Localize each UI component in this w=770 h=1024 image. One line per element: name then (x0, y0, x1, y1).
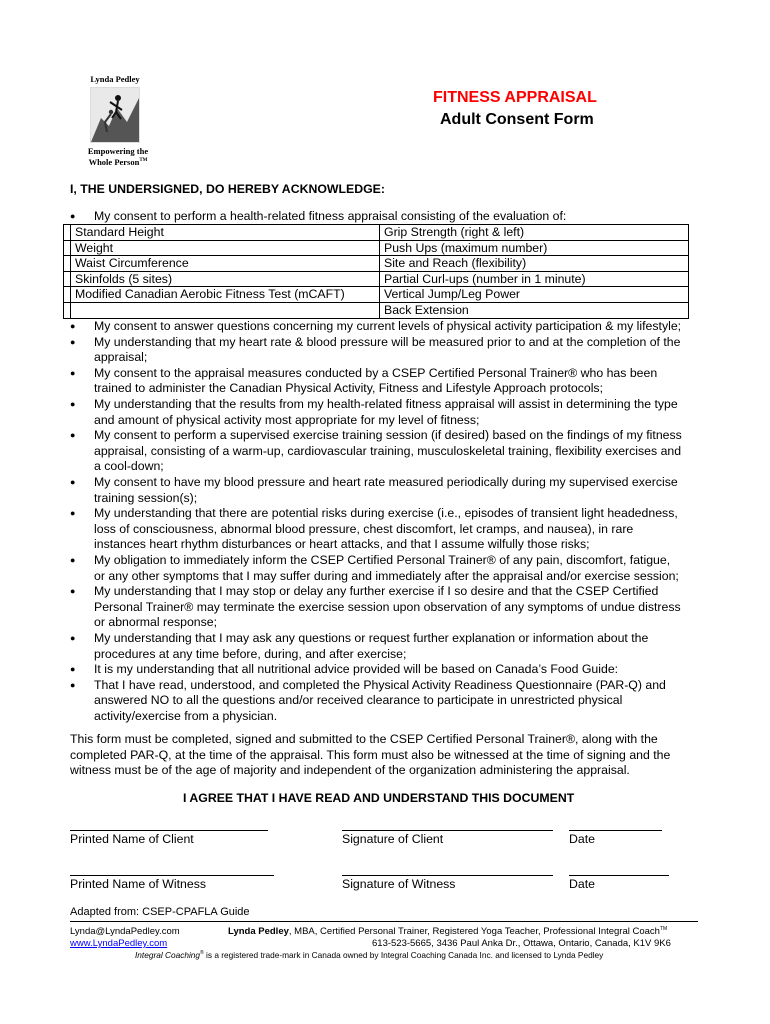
test-right-cell: Site and Reach (flexibility) (380, 256, 689, 272)
test-left-cell (71, 302, 380, 318)
bullet-line: My understanding that the results from my health-related fitness appraisal will assist in determining the type (94, 397, 678, 411)
bullet-line: My understanding that my heart rate & blood pressure will be measured prior to and at the completion of the (94, 334, 681, 349)
tests-table-row (64, 271, 689, 287)
footer-credentials-text: , MBA, Certified Personal Trainer, Registered Yoga Teacher, Professional Integral Coach (288, 926, 660, 938)
bullet-line: My consent to have my blood pressure and heart rate measured periodically during my supervised exercise (94, 475, 678, 489)
test-left-cell: Standard Height (71, 225, 380, 241)
test-left-cell: Weight (71, 240, 380, 256)
bullet-text (94, 662, 704, 678)
tests-table-spacer (64, 271, 71, 287)
bullet-line: procedures at any time before, during, and after exercise; (94, 646, 407, 661)
bullet-dot: ● (70, 633, 76, 643)
adapted-from: Adapted from: CSEP-CPAFLA Guide (70, 906, 250, 918)
bullet-text (94, 678, 704, 725)
paragraph-line: completed PAR-Q, at the time of the appraisal. This form must also be witnessed at the time of signing and the (70, 747, 671, 762)
bullet-line: My consent to perform a supervised exercise training session (if desired) based on the findings of my fitness (94, 428, 682, 443)
bullet-text (94, 366, 704, 397)
bullet-dot: ● (70, 664, 76, 675)
bullet-text: My consent to perform a health-related fitness appraisal consisting of the evaluation of: (94, 209, 567, 223)
test-right-cell: Push Ups (maximum number) (380, 240, 689, 256)
tests-table-spacer (64, 302, 71, 318)
tests-table (63, 224, 689, 319)
test-right-cell: Vertical Jump/Leg Power (380, 287, 689, 303)
footer-credentials (228, 926, 667, 937)
logo-tagline (80, 146, 156, 167)
bullet-dot: ● (70, 321, 76, 331)
logo (80, 74, 150, 167)
bullet-line: training session(s); (94, 490, 198, 505)
test-right-cell: Grip Strength (right & left) (380, 225, 689, 241)
bullet-line: a cool-down; (94, 459, 164, 474)
form-subtitle: Adult Consent Form (440, 111, 594, 128)
trademark-text: is a registered trade-mark in Canada owned by Integral Coaching Canada Inc. and licensed to Lynda Pedley (203, 950, 604, 960)
bullet-text (94, 335, 704, 366)
bullet-text (94, 553, 704, 584)
bullet-dot: ● (70, 477, 76, 487)
bullet-line: instances heart rhythm disturbances or heart attacks, and that I assume wilfully those risks; (94, 537, 590, 552)
bullet-text (94, 397, 704, 428)
tests-table-spacer (64, 240, 71, 256)
bullet-line: and amount of physical activity most appropriate for my level of fitness; (94, 412, 480, 427)
trademark-reg: ® (200, 950, 204, 957)
client-name-line[interactable] (70, 830, 268, 831)
climber-icon (91, 88, 139, 142)
bullet-line: appraisal, consisting of a warm-up, cardiovascular training, musculoskeletal training, flexibility exercises and (94, 443, 682, 458)
test-right-cell: Partial Curl-ups (number in 1 minute) (380, 271, 689, 287)
bullet-line: My understanding that there are potential risks during exercise (i.e., episodes of transient light headedness, (94, 506, 678, 521)
bullet-text (94, 506, 704, 553)
client-signature-line[interactable] (342, 830, 553, 831)
footer-divider (70, 921, 698, 922)
tagline-tm: TM (139, 158, 148, 163)
bullet-line: Personal Trainer® may terminate the exercise session upon observation of any symptoms of undue distress (94, 599, 681, 614)
client-signature-label: Signature of Client (342, 832, 444, 846)
instructions-paragraph (70, 732, 700, 779)
bullet-text (94, 319, 704, 335)
client-date-label: Date (569, 832, 595, 846)
bullet-text (94, 475, 704, 506)
bullet-line: That I have read, understood, and completed the Physical Activity Readiness Questionnaire (PAR-Q) and (94, 677, 666, 692)
tests-table-row (64, 240, 689, 256)
bullet-line: It is my understanding that all nutritional advice provided will be based on Canada’s Food Guide: (94, 662, 619, 677)
bullet-line: My understanding that I may stop or delay any further exercise if I so desire and that the CSEP Certified (94, 584, 659, 599)
trademark-name: Integral Coaching (135, 950, 201, 960)
test-left-cell: Waist Circumference (71, 256, 380, 272)
bullet-dot: ● (70, 555, 76, 565)
test-right-cell: Back Extension (380, 302, 689, 318)
bullet-line: activity/exercise from a physician. (94, 708, 278, 723)
bullet-line: My understanding that I may ask any questions or request further explanation or information about the (94, 631, 649, 645)
bullet-line: loss of consciousness, abnormal blood pressure, chest discomfort, let cramps, and nausea), in rare (94, 521, 634, 536)
tests-table-row (64, 302, 689, 318)
tagline-line-2: Whole Person (88, 156, 140, 167)
bullet-text (94, 428, 704, 475)
bullet-text (94, 631, 704, 662)
bullet-dot: ● (70, 679, 76, 690)
bullet-dot: ● (70, 399, 76, 409)
tests-table-spacer (64, 225, 71, 241)
footer-address: 613-523-5665, 3436 Paul Anka Dr., Ottawa, Ontario, Canada, K1V 9K6 (372, 938, 671, 949)
agree-statement: I AGREE THAT I HAVE READ AND UNDERSTAND THIS DOCUMENT (183, 791, 575, 805)
test-left-cell: Skinfolds (5 sites) (71, 271, 380, 287)
tests-table-row (64, 287, 689, 303)
bullet-dot: ● (70, 211, 76, 221)
bullet-dot: ● (70, 508, 76, 519)
footer-name: Lynda Pedley (228, 926, 289, 938)
tests-table-row (64, 256, 689, 272)
bullet-line: trained to administer the Canadian Physical Activity, Fitness and Lifestyle Approach protocols; (94, 381, 603, 396)
witness-date-line[interactable] (569, 875, 669, 876)
paragraph-line: This form must be completed, signed and submitted to the CSEP Certified Personal Trainer®, along with the (70, 732, 658, 746)
bullet-line: answered NO to all the questions and/or received clearance to participate in unrestricted physical (94, 693, 623, 708)
bullet-dot: ● (70, 336, 76, 347)
bullet-line: or abnormal response; (94, 615, 218, 630)
witness-signature-label: Signature of Witness (342, 877, 456, 891)
bullet-text (94, 584, 704, 631)
test-left-cell: Modified Canadian Aerobic Fitness Test (mCAFT) (71, 287, 380, 303)
footer-tm: TM (659, 926, 668, 932)
form-title: FITNESS APPRAISAL (433, 89, 597, 106)
bullet-line: My obligation to immediately inform the CSEP Certified Personal Trainer® of any pain, discomfort, fatigue, (94, 553, 671, 567)
paragraph-line: witness must be of the age of majority and independent of the organization administering the appraisal. (70, 763, 630, 777)
bullet-dot: ● (70, 586, 76, 597)
tests-table-spacer (64, 287, 71, 303)
witness-date-label: Date (569, 877, 595, 891)
climber-image (90, 87, 140, 143)
bullet-line: My consent to the appraisal measures conducted by a CSEP Certified Personal Trainer® who has been (94, 365, 658, 380)
tagline-line-1: Empowering the (87, 146, 149, 156)
witness-signature-line[interactable] (342, 875, 553, 876)
tests-table-spacer (64, 256, 71, 272)
bullet-line: My consent to answer questions concerning my current levels of physical activity participation & my lifestyle; (94, 319, 682, 333)
witness-name-label: Printed Name of Witness (70, 877, 206, 891)
tests-table-row (64, 225, 689, 241)
logo-name: Lynda Pedley (90, 74, 140, 84)
bullet-line: appraisal; (94, 350, 148, 365)
witness-name-line[interactable] (70, 875, 274, 876)
bullet-line: or any other symptoms that I may suffer during and immediately after the appraisal and/or exercise session; (94, 568, 679, 583)
footer-trademark (135, 950, 603, 960)
bullet-dot: ● (70, 430, 76, 441)
client-date-line[interactable] (569, 830, 662, 831)
footer-website-link[interactable]: www.LyndaPedley.com (70, 938, 168, 949)
footer-email[interactable]: Lynda@LyndaPedley.com (70, 926, 180, 937)
client-name-label: Printed Name of Client (70, 832, 194, 846)
acknowledge-heading: I, THE UNDERSIGNED, DO HEREBY ACKNOWLEDGE: (70, 182, 385, 196)
bullet-dot: ● (70, 367, 76, 378)
